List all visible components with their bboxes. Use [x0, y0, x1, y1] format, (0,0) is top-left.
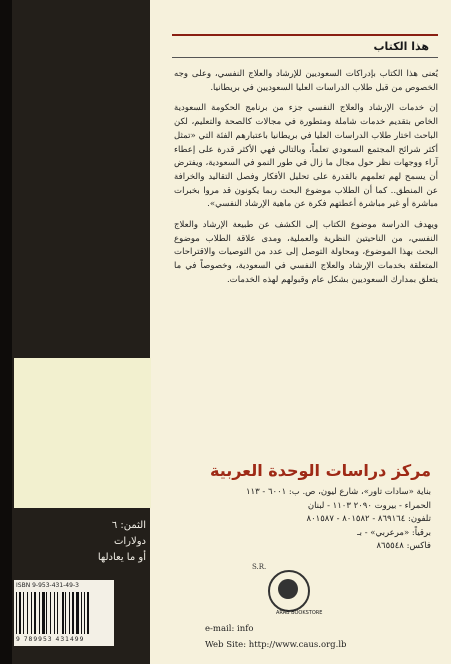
website-line: Web Site: http://www.caus.org.lb — [205, 640, 347, 650]
publisher-address — [161, 486, 431, 554]
barcode-bar — [87, 592, 89, 634]
barcode-bar — [69, 592, 70, 634]
barcode-bar — [23, 592, 24, 634]
address-line: بناية «سادات تاور»، شارع ليون، ص. ب: ٦٠٠١ - ١١٣ — [245, 487, 431, 497]
paragraph: يُعنى هذا الكتاب بإدراكات السعوديين للإرشاد والعلاج النفسي، وعلى وجه الخصوص من قبل طلاب الدراسات العليا السعوديين في بريطانيا. — [174, 69, 438, 93]
barcode-bar — [57, 592, 58, 634]
price-line: الثمن: ٦ دولارات — [111, 520, 146, 547]
section-heading: هذا الكتاب — [373, 40, 429, 53]
address-line: تلفون: ٨٦٩١٦٤ - ٨٠١٥٨٢ - ٨٠١٥٨٧ — [306, 514, 431, 525]
barcode-bar — [84, 592, 85, 634]
barcode-bar — [16, 592, 17, 634]
paragraph: إن خدمات الإرشاد والعلاج النفسي جزء من برنامج الحكومة السعودية الخاص بتقديم خدمات شاملة ومتطورة في مجالات كالصحة والتعليم، لكن الباحث اختار طلاب الدراسات العليا في بريطانيا باعتبارهم الفئة التي «تمثل أكثر شرائح المجتمع السعودي تعلماً، وبالتالي فهي الأكثر قدرة على إعطاء آراء ووجهات نظر حول مجال ما زال في طور النمو في السعودية، ويفترض أن يسمح لهم تعلمهم بالقدرة على تحليل الأفكار وفصل التقاليد والخرافة عن المنطق.. كما أن الطلاب موضوع البحث ربما يكونون قد مروا بخبرات مباشرة أو غير مباشرة أعطتهم فكرة عن ماهية الإرشاد النفسي». — [174, 103, 438, 210]
sticker-logo-icon — [278, 579, 298, 599]
barcode-bar — [50, 592, 51, 634]
barcode-bar — [46, 592, 47, 634]
bookstore-sticker — [268, 570, 323, 616]
barcode-bar — [76, 592, 79, 634]
barcode — [14, 580, 114, 646]
barcode-bar — [62, 592, 64, 634]
barcode-bars — [16, 592, 112, 634]
barcode-bar — [19, 592, 21, 634]
isbn-text: ISBN 9-953-431-49-3 — [16, 582, 79, 589]
barcode-bar — [42, 592, 45, 634]
heading-rule-top — [172, 34, 438, 36]
sr-text: S.R. — [252, 563, 267, 571]
barcode-bar — [65, 592, 66, 634]
cream-panel — [14, 358, 151, 508]
barcode-bar — [27, 592, 28, 634]
barcode-bar — [72, 592, 74, 634]
heading-rule-bottom — [172, 57, 438, 58]
barcode-bar — [34, 592, 36, 634]
price-label — [96, 518, 146, 566]
barcode-bar — [81, 592, 82, 634]
spine-strip — [0, 0, 12, 664]
address-line: برقياً: «مرعربي» - بـ — [357, 527, 431, 538]
barcode-bar — [31, 592, 32, 634]
paragraph: ويهدف الدراسة موضوع الكتاب إلى الكشف عن طبيعة الإرشاد والعلاج النفسي، من الناحيتين النظرية والعملية، ومدى علاقة الطلاب موضوع البحث بهذا الموضوع، ومحاولة التوصل إلى عدد من التوصيات والاقتراحات المتعلقة بخدمات الإرشاد والعلاج النفسي في السعودية، وخصوصاً في ما يتعلق بمدارك السعوديين بشكل عام وقبولهم لهذه الخدمات. — [174, 220, 438, 285]
barcode-bar — [39, 592, 40, 634]
barcode-bar — [54, 592, 55, 634]
address-line: الحمراء - بيروت ٢٠٩٠ ١١٠٣ - لبنان — [307, 500, 431, 511]
publisher-name: مركز دراسات الوحدة العربية — [209, 461, 431, 480]
barcode-number: 9 789953 431499 — [16, 636, 85, 643]
description-body — [174, 68, 438, 295]
email-line: e-mail: info — [205, 624, 254, 634]
address-line: فاكس: ٨٦٥٥٤٨ — [376, 541, 431, 552]
sticker-text: ARAB BOOKSTORE — [276, 610, 323, 616]
price-line: أو ما يعادلها — [97, 552, 146, 563]
